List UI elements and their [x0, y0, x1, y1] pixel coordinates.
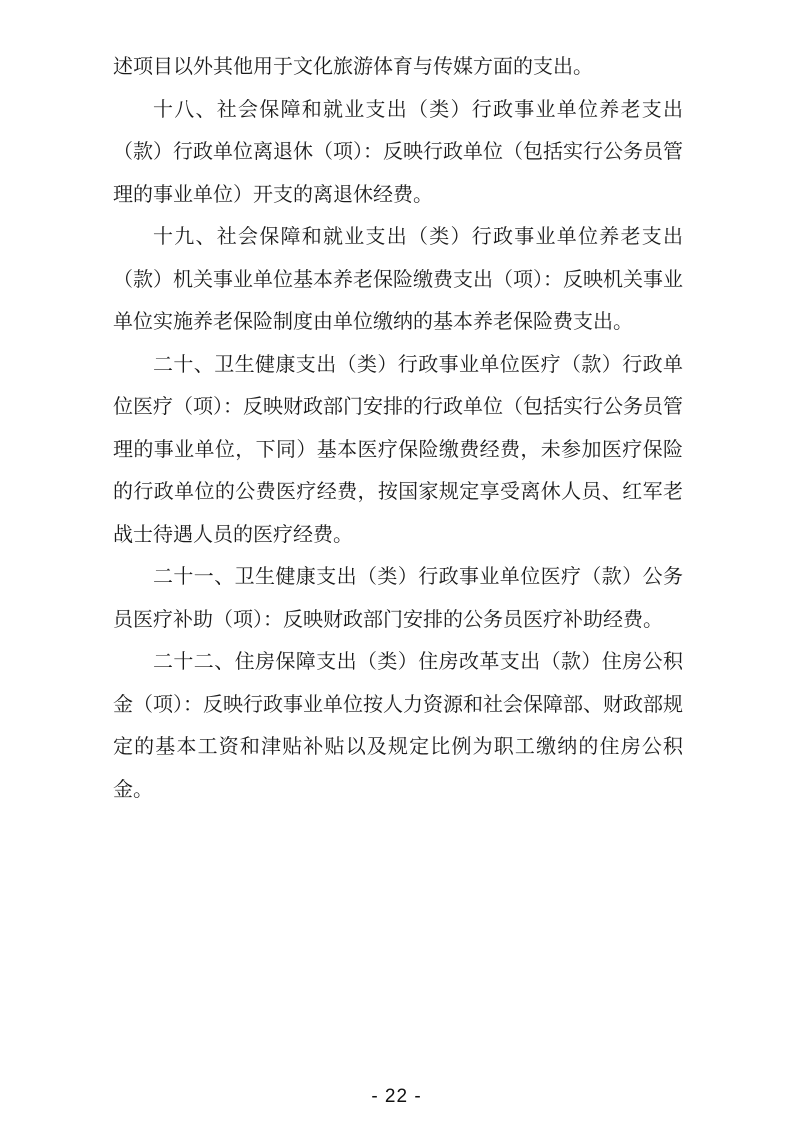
paragraph-item-20: 二十、卫生健康支出（类）行政事业单位医疗（款）行政单位医疗（项）：反映财政部门安排的行政单位（包括实行公务员管理的事业单位，下同）基本医疗保险缴费经费，未参加医疗保险的行政单位的公费医疗经费，按国家规定享受离休人员、红军老战士待遇人员的医疗经费。 [113, 353, 683, 546]
paragraph-item-21: 二十一、卫生健康支出（类）行政事业单位医疗（款）公务员医疗补助（项）：反映财政部门安排的公务员医疗补助经费。 [113, 566, 683, 631]
paragraph-continuation: 述项目以外其他用于文化旅游体育与传媒方面的支出。 [113, 56, 593, 78]
document-body-text [113, 46, 683, 811]
page-footer [0, 1086, 793, 1108]
paragraph-item-22: 二十二、住房保障支出（类）住房改革支出（款）住房公积金（项）：反映行政事业单位按人力资源和社会保障部、财政部规定的基本工资和津贴补贴以及规定比例为职工缴纳的住房公积金。 [113, 651, 683, 801]
paragraph-item-18: 十八、社会保障和就业支出（类）行政事业单位养老支出（款）行政单位离退休（项）：反映行政单位（包括实行公务员管理的事业单位）开支的离退休经费。 [113, 98, 683, 206]
page-number: - 22 - [371, 1086, 422, 1107]
paragraph-item-19: 十九、社会保障和就业支出（类）行政事业单位养老支出（款）机关事业单位基本养老保险缴费支出（项）：反映机关事业单位实施养老保险制度由单位缴纳的基本养老保险费支出。 [113, 226, 683, 333]
